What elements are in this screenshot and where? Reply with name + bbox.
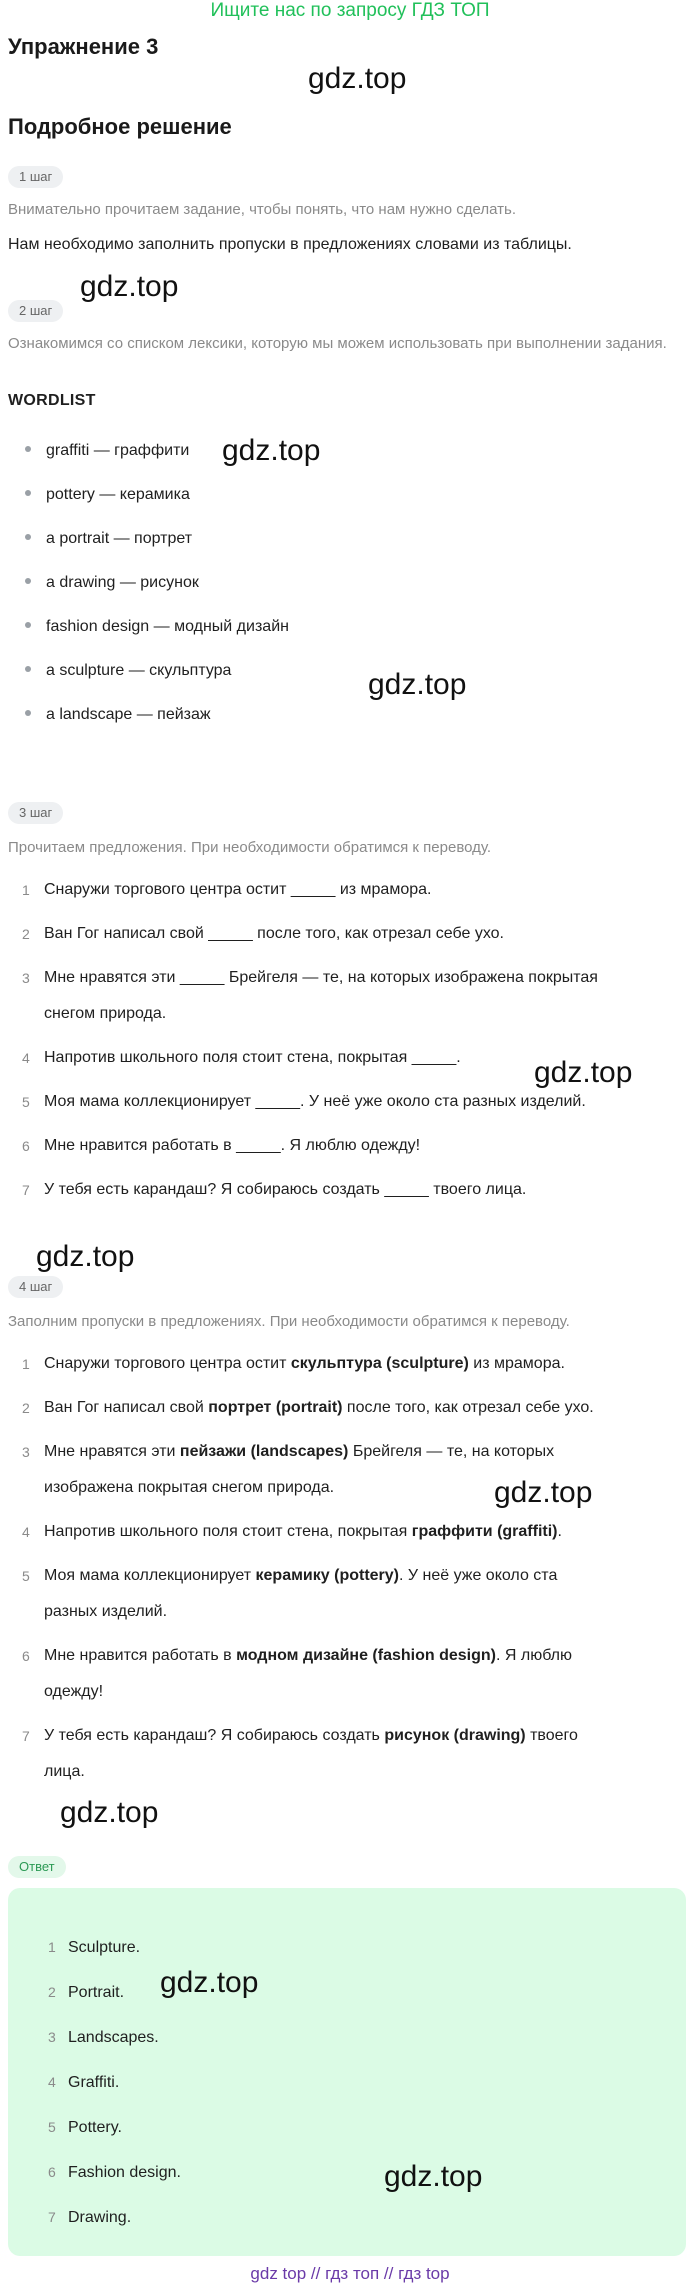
step-2-intro: Ознакомимся со списком лексики, которую мы можем использовать при выполнении задания.: [8, 335, 667, 352]
top-banner[interactable]: Ищите нас по запросу ГДЗ ТОП: [210, 0, 490, 21]
step-1-intro: Внимательно прочитаем задание, чтобы понять, что нам нужно сделать.: [8, 201, 517, 218]
watermark: gdz.top: [494, 1476, 593, 1509]
step-4-badge: 4 шаг: [8, 1276, 63, 1298]
sentence-item: 4 Напротив школьного поля стоит стена, покрытая _____.: [22, 1049, 461, 1066]
bullet-icon: [25, 710, 31, 716]
list-item: fashion design — модный дизайн: [25, 616, 289, 638]
sentence-item: 1 Снаружи торгового центра остит _____ из мрамора.: [22, 881, 432, 898]
step-1-body: Нам необходимо заполнить пропуски в предложениях словами из таблицы.: [8, 236, 572, 253]
answer-item: 3 Landscapes.: [48, 2029, 159, 2046]
watermark: gdz.top: [80, 270, 179, 303]
answer-item: 5 Pottery.: [48, 2119, 122, 2136]
watermark: gdz.top: [222, 434, 321, 467]
step-4-intro: Заполним пропуски в предложениях. При необходимости обратимся к переводу.: [8, 1313, 570, 1330]
footer-links[interactable]: gdz top // гдз топ // гдз top: [250, 2264, 450, 2283]
answer-item: 1 Sculpture.: [48, 1939, 141, 1956]
filled-sentence-item: 3 Мне нравятся эти пейзажи (landscapes) Брейгеля — те, на которых изображена покрытая снегом природа.: [22, 1443, 555, 1496]
filled-sentence-item: 6 Мне нравится работать в модном дизайне (fashion design). Я люблю одежду!: [22, 1647, 572, 1700]
sentence-item: 3 Мне нравятся эти _____ Брейгеля — те, на которых изображена покрытая снегом природа.: [22, 969, 598, 1022]
answer-item: 7 Drawing.: [48, 2209, 132, 2226]
sentence-item: 7 У тебя есть карандаш? Я собираюсь создать _____ твоего лица.: [22, 1181, 527, 1198]
bullet-icon: [25, 534, 31, 540]
list-item: a sculpture — скульптура: [25, 660, 231, 682]
filled-sentence-item: 7 У тебя есть карандаш? Я собираюсь создать рисунок (drawing) твоего лица.: [22, 1727, 578, 1780]
filled-sentence-item: 4 Напротив школьного поля стоит стена, покрытая граффити (graffiti).: [22, 1523, 562, 1540]
bullet-icon: [25, 622, 31, 628]
answer-badge: Ответ: [8, 1856, 66, 1878]
filled-sentence-item: 1 Снаружи торгового центра остит скульптура (sculpture) из мрамора.: [22, 1355, 565, 1372]
watermark: gdz.top: [368, 668, 467, 701]
answer-item: 4 Graffiti.: [48, 2074, 120, 2091]
watermark: gdz.top: [36, 1240, 135, 1273]
bullet-icon: [25, 490, 31, 496]
wordlist-title: WORDLIST: [8, 392, 96, 409]
list-item: a portrait — портрет: [25, 528, 192, 550]
bullet-icon: [25, 446, 31, 452]
step-2-badge: 2 шаг: [8, 300, 63, 322]
list-item: pottery — керамика: [25, 484, 190, 506]
list-item: a drawing — рисунок: [25, 572, 199, 594]
step-3-intro: Прочитаем предложения. При необходимости обратимся к переводу.: [8, 839, 492, 856]
solution-heading: Подробное решение: [8, 114, 232, 139]
step-3-badge: 3 шаг: [8, 802, 63, 824]
sentence-item: 6 Мне нравится работать в _____. Я люблю одежду!: [22, 1137, 421, 1154]
watermark: gdz.top: [534, 1056, 633, 1089]
sentence-item: 2 Ван Гог написал свой _____ после того, как отрезал себе ухо.: [22, 925, 504, 942]
watermark: gdz.top: [60, 1796, 159, 1829]
watermark: gdz.top: [384, 2160, 483, 2193]
step-1-badge: 1 шаг: [8, 166, 63, 188]
watermark: gdz.top: [308, 62, 407, 95]
filled-sentence-item: 2 Ван Гог написал свой портрет (portrait) после того, как отрезал себе ухо.: [22, 1399, 594, 1416]
list-item: graffiti — граффити: [25, 440, 189, 462]
list-item: a landscape — пейзаж: [25, 704, 211, 726]
sentence-item: 5 Моя мама коллекционирует _____. У неё уже около ста разных изделий.: [22, 1093, 586, 1110]
watermark: gdz.top: [160, 1966, 259, 1999]
answer-item: 2 Portrait.: [48, 1984, 125, 2001]
bullet-icon: [25, 578, 31, 584]
answer-item: 6 Fashion design.: [48, 2164, 181, 2181]
filled-sentence-item: 5 Моя мама коллекционирует керамику (pottery). У неё уже около ста разных изделий.: [22, 1567, 558, 1620]
bullet-icon: [25, 666, 31, 672]
exercise-title: Упражнение 3: [8, 34, 159, 59]
